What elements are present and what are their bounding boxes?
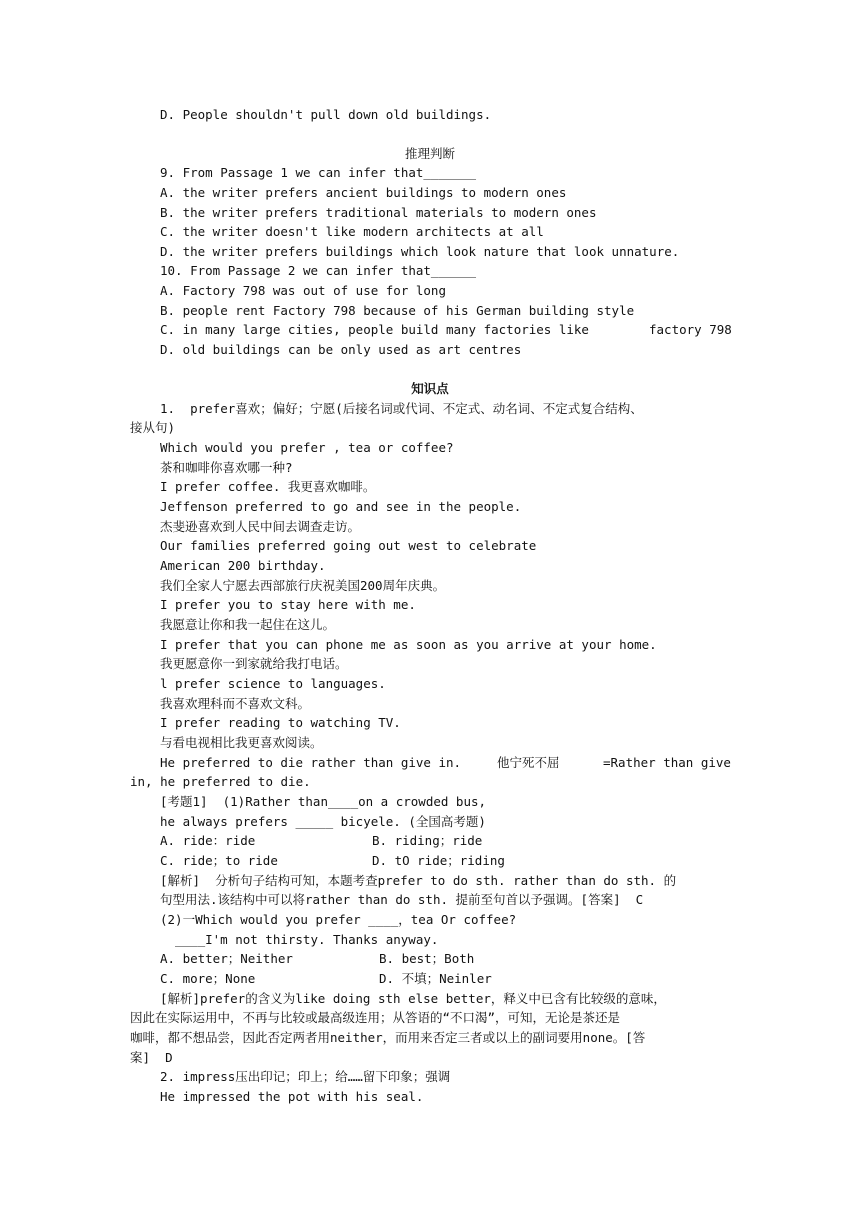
analysis-line: 因此在实际运用中，不再与比较或最高级连用；从答语的“不口渴”，可知，无论是茶还是 [130,1010,621,1025]
exam-question: [考题1] (1)Rather than____on a crowded bus, [160,794,487,809]
exam-question: (2)一Which would you prefer ____，tea Or coffee? [160,912,517,927]
option-d: D. 不填；Neinler [379,971,492,986]
option-line-continued: factory 798 [649,322,732,337]
translation-line: 我愿意让你和我一起住在这儿。 [160,617,336,632]
translation-line: 茶和咖啡你喜欢哪一种? [160,460,293,475]
translation-line: 我更愿意你一到家就给我打电话。 [160,656,348,671]
body-line: 接从句) [130,420,176,435]
option-line: A. the writer prefers ancient buildings to modern ones [160,185,567,200]
option-a: A. better；Neither [160,951,293,966]
example-line: American 200 birthday. [160,558,326,573]
translation-line: 杰斐逊喜欢到人民中间去调查走访。 [160,519,361,534]
option-line: B. the writer prefers traditional materials to modern ones [160,205,597,220]
translation-line: 我们全家人宁愿去西部旅行庆祝美国200周年庆典。 [160,578,446,593]
option-line: B. people rent Factory 798 because of his German building style [160,303,635,318]
section-heading: 知识点 [411,381,449,396]
option-line: D. the writer prefers buildings which look nature that look unnature. [160,244,680,259]
example-line: I prefer that you can phone me as soon as you arrive at your home. [160,637,657,652]
analysis-line: [解析] 分析句子结构可知，本题考查prefer to do sth. rather than do sth. 的 [160,873,677,888]
option-line: A. Factory 798 was out of use for long [160,283,446,298]
example-line: in, he preferred to die. [130,774,311,789]
exam-question: he always prefers _____ bicyele. (全国高考题) [160,814,486,829]
example-line: Jeffenson preferred to go and see in the people. [160,499,522,514]
example-line: I prefer reading to watching TV. [160,715,401,730]
option-c: C. ride；to ride [160,853,278,868]
translation-line: 我喜欢理科而不喜欢文科。 [160,696,311,711]
example-line: Our families preferred going out west to celebrate [160,538,537,553]
example-line: He impressed the pot with his seal. [160,1089,424,1104]
example-line: I prefer you to stay here with me. [160,597,416,612]
body-line: 1. prefer喜欢；偏好；宁愿(后接名词或代词、不定式、动名词、不定式复合结构、 [160,401,643,416]
option-b: B. best；Both [379,951,475,966]
question-line: 10. From Passage 2 we can infer that______ [160,263,477,278]
section-heading: 推理判断 [404,146,455,161]
translation-inline: 他宁死不屈 [497,755,560,770]
analysis-line: 咖啡，都不想品尝，因此否定两者用neither，而用来否定三者或以上的副词要用none。[答 [130,1030,646,1045]
body-line: 2. impress压出印记；印上；给……留下印象；强调 [160,1069,451,1084]
analysis-line: [解析]prefer的含义为like doing sth else better，释义中已含有比较级的意味， [160,991,666,1006]
option-b: B. riding；ride [372,833,483,848]
option-d: D. tO ride；riding [372,853,505,868]
option-line: C. the writer doesn't like modern architects at all [160,224,544,239]
option-c: C. more；None [160,971,256,986]
exam-question: ____I'm not thirsty. Thanks anyway. [175,932,439,947]
analysis-line: 句型用法.该结构中可以将rather than do sth. 提前至句首以予强调。[答案] C [160,892,644,907]
option-line: D. People shouldn't pull down old buildings. [160,107,492,122]
option-line: D. old buildings can be only used as art centres [160,342,522,357]
question-line: 9. From Passage 1 we can infer that_______ [160,165,477,180]
option-a: A. ride：ride [160,833,256,848]
example-line: He preferred to die rather than give in. [160,755,462,770]
option-line: C. in many large cities, people build many factories like [160,322,589,337]
example-line: I prefer coffee. 我更喜欢咖啡。 [160,479,376,494]
analysis-line: 案] D [130,1050,173,1065]
example-line: Which would you prefer , tea or coffee? [160,440,454,455]
translation-line: 与看电视相比我更喜欢阅读。 [160,735,323,750]
example-line: l prefer science to languages. [160,676,386,691]
example-inline: =Rather than give [603,755,731,770]
